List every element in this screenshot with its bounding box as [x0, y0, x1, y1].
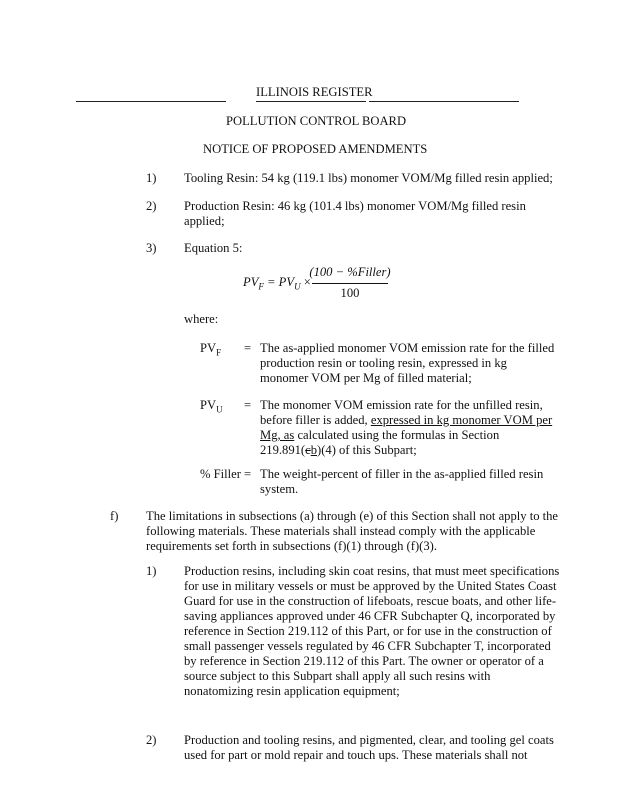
- equation-equals-pv: = PV: [263, 275, 295, 289]
- def-pvu-inserted-text: expressed in kg monomer VOM per: [370, 413, 553, 427]
- def-pvu-struck-c: c: [305, 443, 311, 457]
- equation-rhs-sub: U: [294, 281, 301, 292]
- def-pvf-line-2: production resin or tooling resin, expressed in kg: [260, 356, 507, 370]
- equation: [243, 275, 311, 292]
- board-title: POLLUTION CONTROL BOARD: [226, 114, 407, 128]
- f-item-1-number: 1): [146, 564, 157, 578]
- f-item-1-line: small passenger vessels regulated by 46 CFR Subchapter T, incorporated: [184, 639, 551, 653]
- f-item-1-line: saving appliances approved under 46 CFR Subchapter Q, incorporated by: [184, 609, 556, 623]
- section-f-line-2: following materials. These materials shall instead comply with the applicable: [146, 524, 536, 538]
- item-3-number: 3): [146, 241, 157, 255]
- equation-lhs: PV: [243, 275, 259, 289]
- f-item-1-line: nonatomizing resin application equipment;: [184, 684, 400, 698]
- equation-numerator: (100 − %Filler): [309, 265, 391, 279]
- f-item-1-line: for use in military vessels or must be approved by the United States Coast: [184, 579, 557, 593]
- def-pvu-sub: U: [216, 404, 223, 415]
- f-item-1-line: reference in Section 219.112 of this Part, or for use in the construction of: [184, 624, 552, 638]
- def-filler-line-2: system.: [260, 482, 299, 496]
- f-item-2-line: used for part or mold repair and touch ups. These materials shall not: [184, 748, 528, 762]
- def-pvf-equals: =: [244, 341, 252, 355]
- def-pvu-line-3: Mg, as calculated using the formulas in Section: [260, 428, 500, 442]
- def-pvf-line-3: monomer VOM per Mg of filled material;: [260, 371, 472, 385]
- def-filler-line-1: The weight-percent of filler in the as-applied filled resin: [260, 467, 544, 481]
- item-2-text-line-1: Production Resin: 46 kg (101.4 lbs) monomer VOM/Mg filled resin: [184, 199, 526, 213]
- def-filler-equals: =: [244, 467, 252, 481]
- def-filler-term: % Filler: [200, 467, 241, 481]
- def-pvu-inserted-mg: Mg, as: [260, 428, 295, 442]
- f-item-1-line: Production resins, including skin coat resins, that must meet specifications: [184, 564, 560, 578]
- item-1-text: Tooling Resin: 54 kg (119.1 lbs) monomer VOM/Mg filled resin applied;: [184, 171, 553, 185]
- item-3-text: Equation 5:: [184, 241, 243, 255]
- def-pvu-line-2: before filler is added, expressed in kg monomer VOM per: [260, 413, 553, 427]
- item-1-number: 1): [146, 171, 157, 185]
- header-rule-center: [256, 101, 366, 102]
- register-title: ILLINOIS REGISTER: [256, 85, 373, 99]
- header-rule-left: [76, 101, 226, 102]
- section-f-line-3: requirements set forth in subsections (f)(1) through (f)(3).: [146, 539, 437, 553]
- def-pvu-term: $PV_U$: [200, 398, 223, 415]
- f-item-2-line: Production and tooling resins, and pigmented, clear, and tooling gel coats: [184, 733, 554, 747]
- def-pvu-inserted-b: b: [310, 443, 318, 457]
- equation-denominator: 100: [340, 286, 360, 300]
- def-pvf-sub: F: [216, 347, 222, 358]
- notice-title: NOTICE OF PROPOSED AMENDMENTS: [203, 142, 428, 156]
- equation-fraction-bar: [312, 283, 388, 284]
- section-f-line-1: The limitations in subsections (a) through (e) of this Section shall not apply to the: [146, 509, 559, 523]
- f-item-1-line: source subject to this Subpart shall apply all such resins with: [184, 669, 491, 683]
- header-rule-right: [369, 101, 519, 102]
- section-f-label: f): [110, 509, 119, 523]
- item-2-text-line-2: applied;: [184, 214, 225, 228]
- f-item-1-line: by reference in Section 219.112 of this Part. The owner or operator of a: [184, 654, 544, 668]
- where-label: where:: [184, 312, 219, 326]
- equation-times: ×: [300, 275, 311, 289]
- def-pvu-line-1: The monomer VOM emission rate for the unfilled resin,: [260, 398, 543, 412]
- def-pvf-line-1: The as-applied monomer VOM emission rate for the filled: [260, 341, 555, 355]
- def-pvu-line-4: 219.891(cb)(4) of this Subpart;: [260, 443, 417, 457]
- equation-lhs-sub: F: [258, 281, 264, 292]
- def-pvf-term: $PV_F$: [200, 341, 222, 358]
- def-pvu-equals: =: [244, 398, 252, 412]
- item-2-number: 2): [146, 199, 157, 213]
- f-item-2-number: 2): [146, 733, 157, 747]
- f-item-1-line: Guard for use in the construction of lifeboats, rescue boats, and other life-: [184, 594, 557, 608]
